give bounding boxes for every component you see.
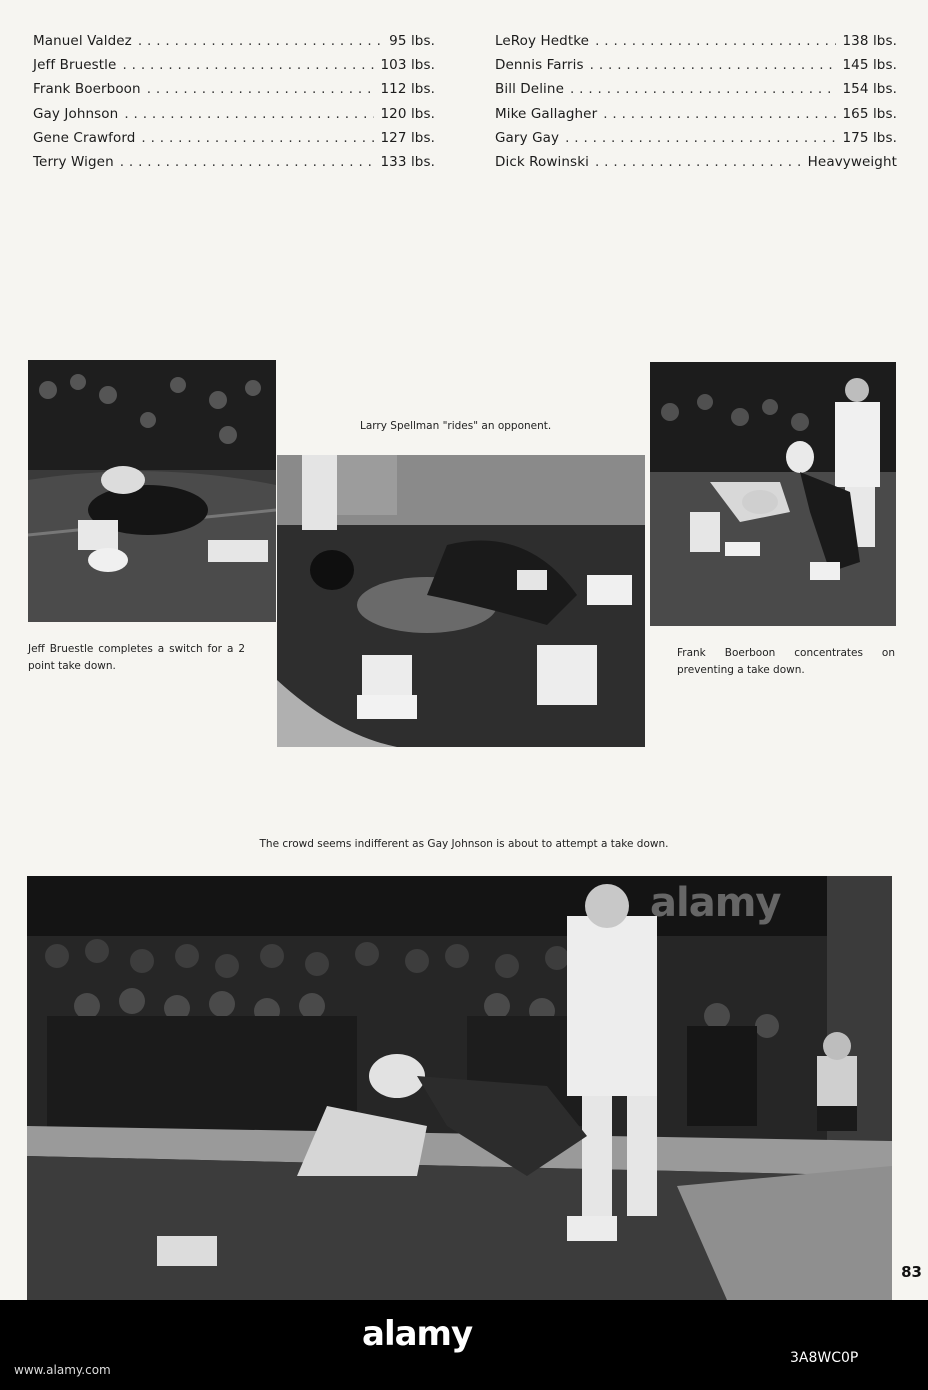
roster-row: [495, 57, 897, 81]
page-number: 83: [901, 1263, 922, 1281]
wrestler-name: Jeff Bruestle: [33, 57, 117, 74]
wrestler-name: LeRoy Hedtke: [495, 33, 590, 49]
photo-boerboon-concentrates: [650, 362, 896, 626]
caption-bruestle: Jeff Bruestle completes a switch for a 2 point take down.: [28, 643, 245, 672]
leader-dots: [565, 130, 836, 146]
watermark-overlay-logo: alamy: [650, 880, 781, 926]
caption-crowd: The crowd seems indifferent as Gay Johnson is about to attempt a take down.: [259, 838, 669, 850]
leader-dots: [122, 57, 374, 73]
roster-row: [33, 33, 435, 57]
roster-row: [33, 130, 435, 154]
roster-left-column: [33, 33, 435, 178]
wrestler-name: Bill Deline: [495, 81, 564, 98]
photo-crowd-takedown: [27, 876, 892, 1300]
caption-spellman: Larry Spellman "rides" an opponent.: [360, 420, 552, 432]
wrestler-name: Manuel Valdez: [33, 33, 132, 49]
roster-row: [495, 130, 897, 154]
leader-dots: [570, 81, 837, 97]
wrestler-name: Dennis Farris: [495, 57, 584, 74]
weight-class: 133 lbs.: [380, 153, 435, 170]
photo-spellman-rides: [277, 455, 645, 747]
leader-dots: [120, 154, 375, 170]
weight-class: 165 lbs.: [842, 105, 897, 122]
wrestler-name: Dick Rowinski: [495, 153, 589, 170]
roster-row: [495, 154, 897, 178]
caption-boerboon: Frank Boerboon concentrates on preventing a take down.: [677, 647, 895, 676]
watermark-site: www.alamy.com: [14, 1363, 111, 1377]
roster-row: [33, 81, 435, 105]
weight-class: 120 lbs.: [380, 105, 435, 122]
wrestler-name: Mike Gallagher: [495, 105, 598, 122]
roster-row: [495, 33, 897, 57]
leader-dots: [124, 106, 374, 122]
roster-row: [495, 106, 897, 130]
weight-class: 127 lbs.: [380, 129, 435, 146]
weight-class: 154 lbs.: [842, 81, 897, 98]
weight-class: 138 lbs.: [842, 33, 897, 49]
roster-row: [33, 154, 435, 178]
leader-dots: [147, 81, 375, 97]
weight-class: 95 lbs.: [389, 33, 435, 49]
roster-row: [33, 106, 435, 130]
watermark-image-code: 3A8WC0P: [790, 1350, 859, 1366]
leader-dots: [595, 154, 802, 170]
wrestler-name: Terry Wigen: [33, 153, 114, 170]
roster-row: [33, 57, 435, 81]
weight-class: 145 lbs.: [842, 57, 897, 74]
leader-dots: [141, 130, 374, 146]
watermark-logo: alamy: [362, 1314, 473, 1354]
leader-dots: [603, 106, 836, 122]
roster-right-column: [495, 33, 897, 178]
photo-bruestle-switch: [28, 360, 276, 622]
wrestler-name: Gene Crawford: [33, 129, 136, 146]
wrestler-name: Frank Boerboon: [33, 81, 141, 98]
weight-class: 103 lbs.: [380, 57, 435, 74]
roster-row: [495, 81, 897, 105]
weight-class: 175 lbs.: [842, 129, 897, 146]
leader-dots: [590, 57, 837, 73]
leader-dots: [138, 33, 383, 49]
leader-dots: [595, 33, 836, 49]
weight-class: 112 lbs.: [380, 81, 435, 98]
wrestler-name: Gary Gay: [495, 129, 560, 146]
weight-class: Heavyweight: [807, 153, 897, 170]
wrestler-name: Gay Johnson: [33, 105, 119, 122]
